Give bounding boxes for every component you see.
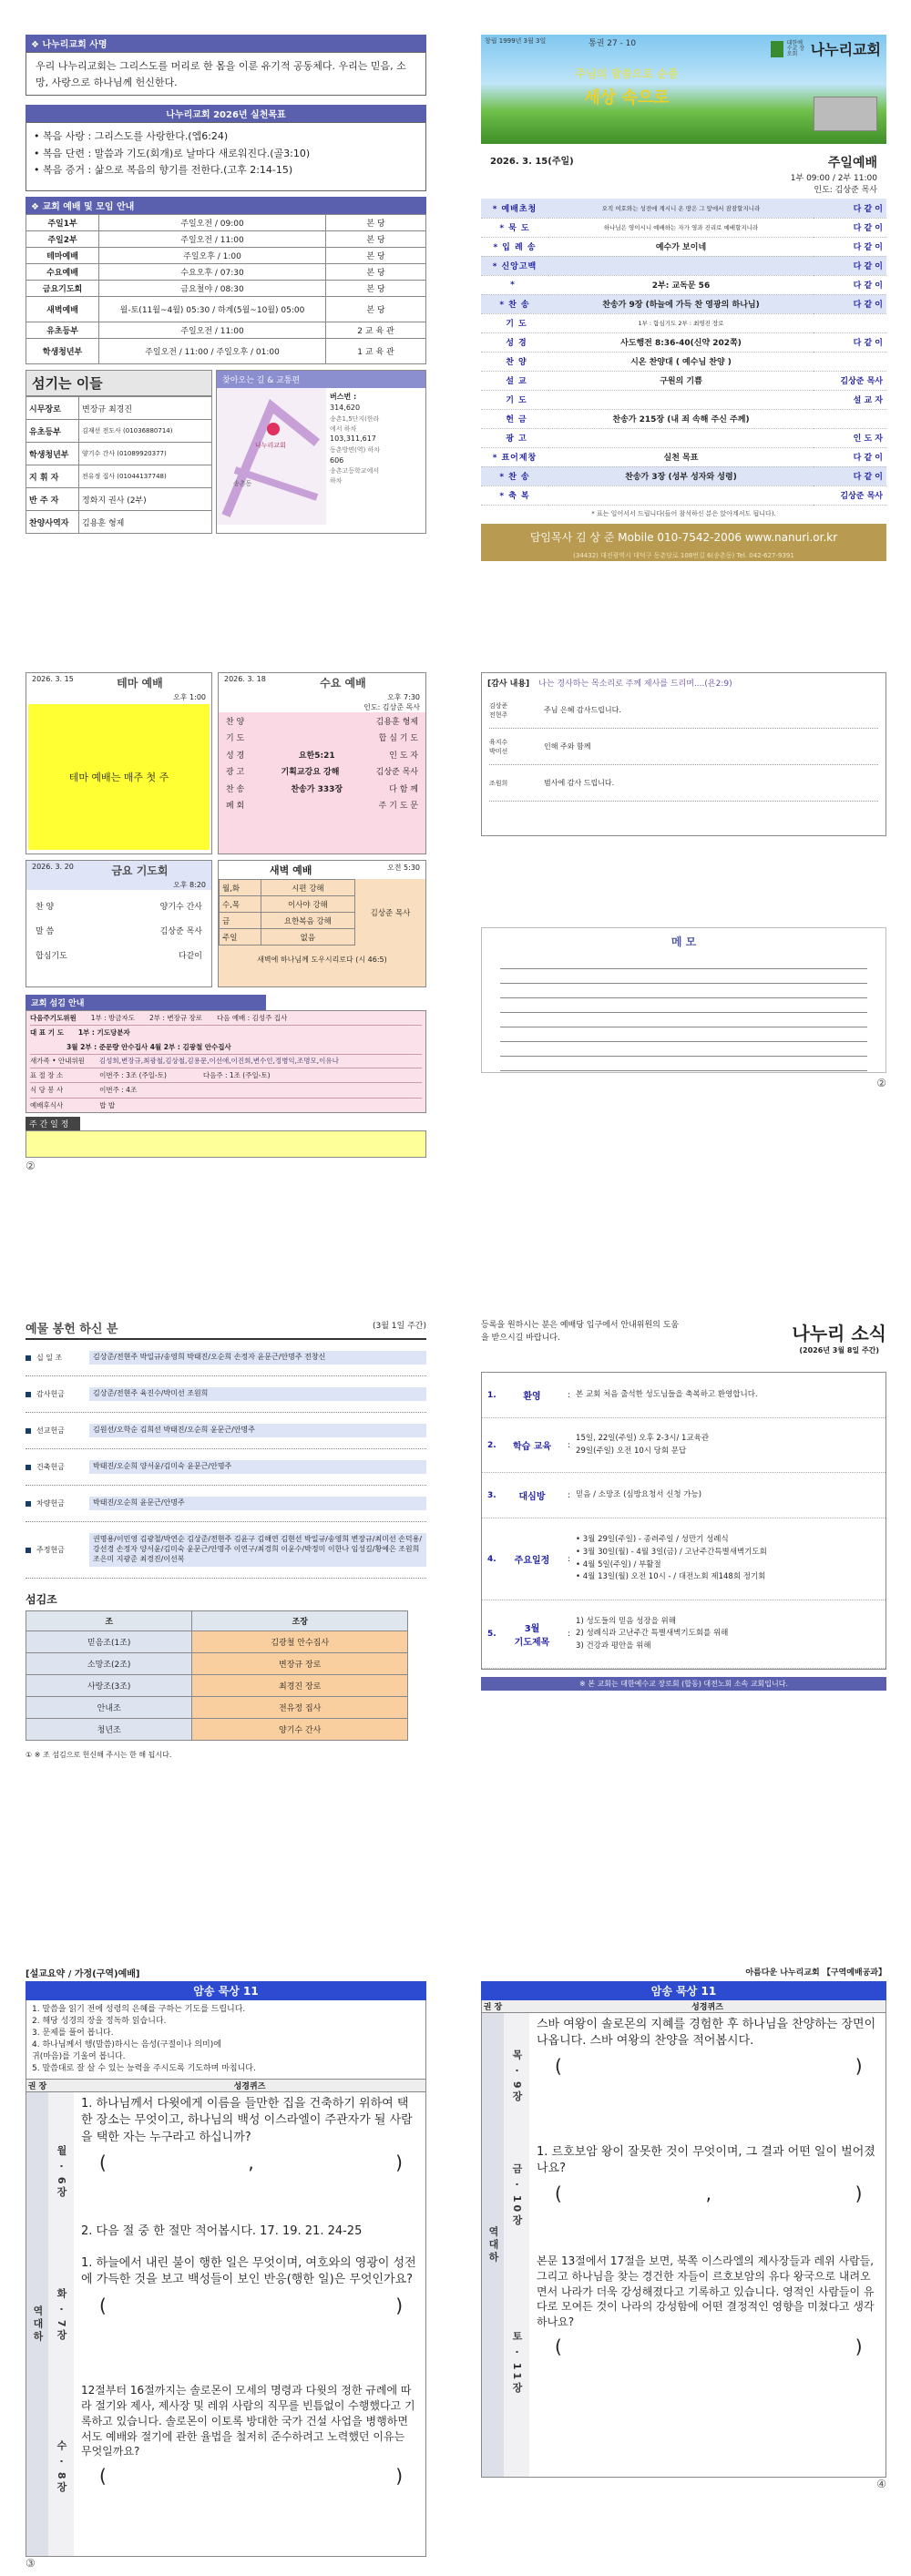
page-number: ④ [876, 2478, 886, 2490]
bus-line: 송촌고등학교에서 [330, 467, 380, 475]
order-row: * 신앙고백 다 같 이 [481, 256, 886, 275]
dawn-leader: 김상준 목사 [370, 908, 411, 918]
worship-order [481, 199, 886, 506]
service-date: 2026. 3. 15(주일) [490, 157, 574, 167]
mission-title: ❖ 나누리교회 사명 [26, 35, 426, 52]
bus-line: 314,620 [330, 404, 361, 413]
cell: 새벽예배 [26, 297, 99, 322]
page-number: ③ [26, 2557, 36, 2571]
page-3 [26, 672, 426, 1172]
bullet-icon [26, 1465, 31, 1470]
news-item: 2. 학습 교육 : 15일, 22일(주일) 오후 2-3시/ 1교육관 29일(주일) 오전 10시 당회 문답 [482, 1418, 885, 1473]
news-week: (2026년 3월 8일 주간) [799, 1346, 880, 1354]
page-4 [481, 672, 886, 1100]
news-title: 나누리 소식 [792, 1323, 886, 1344]
cell: 본 당 [326, 297, 426, 322]
study-title: 암송 묵상 11 [481, 1981, 886, 2000]
page-2 [481, 35, 886, 559]
cell: 학생청년부 [26, 443, 79, 465]
church-sub: 대한예수교 장로회 [786, 39, 805, 57]
bus-line: 에서 하차 [330, 424, 357, 433]
cell: 수요예배 [26, 264, 99, 281]
news-item: 1. 환영 : 본 교회 처음 출석한 성도님들을 축복하고 환영합니다. [482, 1373, 885, 1418]
staff-table [26, 396, 212, 534]
cell: 금요철야 / 08:30 [99, 281, 326, 297]
bus-line: 버스번 : [330, 393, 357, 401]
cell: 1 교 육 관 [326, 339, 426, 364]
service-title: 주일예배 [827, 156, 877, 170]
order-row: * 예배초청 오직 여호와는 성전에 계시니 온 땅은 그 앞에서 잠잠할지니라 다 같 이 [481, 199, 886, 218]
cell: 지 휘 자 [26, 465, 79, 488]
cell: 월-토(11월~4월) 05:30 / 하계(5월~10월) 05:00 [99, 297, 326, 322]
book-label: 역대하 [26, 2092, 48, 2556]
bullet-icon [26, 1548, 31, 1553]
mission-text: 우리 나누리교회는 그리스도를 머리로 한 몸을 이룬 유기적 공동체다. 우리는 믿음, 소망, 사랑으로 하나님께 헌신한다. [26, 52, 426, 96]
staff-title: 섬기는 이들 [26, 370, 212, 396]
cell: 본 당 [326, 281, 426, 297]
bus-line: 606 [330, 455, 344, 465]
page-7: [설교요약 / 가정(구역)예배] 암송 묵상 11 1. 말씀을 읽기 전에 성령의 은혜를 구하는 기도를 드립니다. 2. 해당 성경의 장을 정독하 읽습니다. 3. 문제를 풀어 봅니다. 4. 하나님께서 행(말씀)하시는 음성(구절이나 의미)에 귀(마음)를 기울여 봅니다. 5. 말씀대로 잘 살 수 있는 능력을 주시도록 기도하며 마칩니다. 권 장 성경퀴즈 역대하 월 · 6장 화 · 7장 수 · 8장 1. 하나님께서 다윗에게 이름을 들만한 집을 건축하기 위하여 택한 장소는 무엇이고, 하나님의 백성 이스라엘이 주관자가 될 사람을 택한 자는 누구라고 하십니까? ( , ) 2. 다음 절 중 한 절만 적어봅시다. 17. 19. 21. 24-25 1. 하늘에서 내린 불이 행한 일은 무엇이며, 여호와의 영광이 성전에 가득한 것을 보고 백성들이 보인 반응(행한 일)은 무엇인가요? ( ) 12절부터 16절까지는 솔로몬이 모세의 명령과 다윗의 정한 규례에 따라 절기와 제사, 제사장 및 레위 사람의 직무를 빈틈없이 수행했다고 기록하고 있습니다. 솔로몬이 이토록 방대한 국가 건설 사업을 병행하면서도 예배와 절기에 관한 율법을 철저히 준수하려고 노력했던 이유는 무엇일까요? ( ) ③ [26, 1966, 426, 2558]
slogan-line2: 세상 속으로 [584, 88, 670, 107]
offering-title: 예물 봉헌 하신 분 [26, 1323, 118, 1336]
cell: 김용훈 형제 [79, 511, 212, 534]
order-row: * 2부: 교독문 56 다 같 이 [481, 275, 886, 294]
offering-list [26, 1340, 426, 1579]
staff-map-section [26, 370, 426, 534]
theme-title: 테마 예배 [117, 677, 163, 690]
dawn-note: 새벽에 하나님께 도우시리로다 (시 46:5) [257, 956, 387, 964]
cell: 전유정 집사 (01044137748) [79, 465, 212, 488]
church-logo-icon [771, 41, 783, 57]
map-marker-icon [267, 423, 280, 435]
bullet-icon [26, 1392, 31, 1397]
news-intro: 등록을 원하시는 분은 예배당 입구에서 안내위원의 도움을 받으시길 바랍니다. [481, 1321, 680, 1344]
serve-table: 다음주기도위원 1부 : 방금자도 2부 : 변장규 장로 다음 예배 : 김성주 집사 대 표 기 도 1부 : 기도당분자 3월 2부 : 준문량 안수집사 4월 2부 : 김광철 안수집사 새가족 • 안내위원 김성희,변장규,최광철,김상철,김용문,이선애,이진희,변수인,정병익,조명모,이유나 표 절 장 소 이번주 : 3조 (주일-토) 다음주 : 1조 (주일-토) 식 당 봉 사 이번주 : 4조 예배후식사 밥 밥 [26, 1010, 426, 1113]
team-note: ① ※ 조 섬김으로 헌신해 주시는 한 해 됩시다. [26, 1751, 172, 1759]
address: (34432) 대전광역시 대덕구 동춘당로 108번길 6(송촌동) Tel. 042-627-9391 [481, 550, 886, 561]
offering-row: 건축헌금 박태진/오순희 양서윤/김미숙 윤문근/안명주 [26, 1449, 426, 1486]
cell: 본 당 [326, 264, 426, 281]
offering-row: 주정헌금 권명용/이민영 김광철/박연순 김상준/전현주 김윤구 김해연 김현선 박일규/송영희 변장규/최미선 손덕용/강선경 손정자 양서윤/김미숙 윤문근/안명주 이연구/최경희 이윤수/박정미 이한나 임성길/황예은 조원희 조은미 지광준 최경진/이선복 [26, 1522, 426, 1579]
map-label: 나누리교회 [255, 442, 286, 449]
cell: 본 당 [326, 215, 426, 231]
order-row: * 표어제창 실천 목표 다 같 이 [481, 447, 886, 466]
fri-time: 오후 8:20 [26, 880, 211, 890]
offering-week: (3월 1일 주간) [373, 1322, 426, 1331]
wed-time: 오후 7:30 [219, 692, 425, 702]
cell: 주일오전 / 11:00 [99, 322, 326, 339]
serve-title: 교회 섬김 안내 [26, 995, 266, 1010]
dawn-table: 월,화 시편 강해 수,목 이사야 강해 금 요한복음 강해 주일 없음 [219, 879, 355, 946]
team-title: 섬김조 [26, 1593, 57, 1606]
order-row: 기 도 설 교 자 [481, 390, 886, 409]
cell: 양기수 간사 (01089920377) [79, 443, 212, 465]
news-item: 3. 대심방 : 믿음 / 소망조 (심방요청서 신청 가능) [482, 1473, 885, 1518]
theme-body: 테마 예배는 매주 첫 주 [28, 704, 210, 850]
order-note: * 표는 일어서서 드립니다(들어 참석하신 분은 앉아계셔도 됩니다). [591, 509, 776, 517]
bullet-icon [26, 1501, 31, 1507]
order-row: 광 고 인 도 자 [481, 428, 886, 447]
cell: 금요기도회 [26, 281, 99, 297]
team-table: 조 조장 믿음조(1조) 김광철 안수집사 소망조(2조) 변장규 장로 사랑조(3조) 최경진 장로 안내조 전유정 집사 청년조 양기수 간사 [26, 1610, 408, 1741]
theme-date: 2026. 3. 15 [32, 675, 74, 683]
wed-leader: 인도: 김상준 목사 [219, 702, 425, 712]
cell: 2 교 육 관 [326, 322, 426, 339]
page-6 [481, 1319, 886, 1729]
quiz-question: 2. 다음 절 중 한 절만 적어봅시다. 17. 19. 21. 24-25 [81, 2224, 363, 2239]
thanks-verse: 나는 경사하는 목소리로 주께 제사를 드리며....(욘2:9) [538, 680, 732, 689]
cell: 테마예배 [26, 248, 99, 264]
church-building-image [814, 97, 877, 131]
theme-time: 오후 1:00 [173, 693, 206, 701]
quiz-question: 스바 여왕이 솔로몬의 지혜를 경험한 후 하나님을 찬양하는 장면이 나옵니다. 스바 여왕의 찬양을 적어봅시다. [537, 2018, 876, 2049]
cell: 주일오후 / 1:00 [99, 248, 326, 264]
quiz-question: 본문 13절에서 17절을 보면, 북쪽 이스라엘의 제사장들과 레위 사람들, 그리고 하나님을 찾는 경건한 자들이 르호보암의 유다 왕국으로 내려오면서 나라가 더욱 강성해졌다고 기록하고 있습니다. 영적인 사람들이 유다로 모여든 것이 나라의 강성함에 어떤 결정적인 영향을 미쳤다고 생각하나요? [537, 2254, 875, 2329]
bus-line: 하차 [330, 476, 343, 485]
bus-line: 동춘방면(역) 하차 [330, 445, 381, 454]
bus-info [326, 388, 425, 525]
order-row: 기 도 1부 : 함심기도 2부 : 최영진 장로 [481, 313, 886, 332]
order-row: * 찬 송 찬송가 9장 (하늘에 가득 찬 영광의 하나님) 다 같 이 [481, 294, 886, 313]
offering-row: 십 일 조 김상준/전현주 박일규/송영희 박태진/오순희 손정자 윤문근/안명주 전창신 [26, 1340, 426, 1376]
cell: 정화지 권사 (2부) [79, 488, 212, 511]
page-1 [26, 35, 426, 528]
fri-title: 금요 기도회 [111, 864, 169, 877]
study-top: 아름다운 나누리교회 【구역예배공과】 [745, 1968, 886, 1978]
order-row: * 입 례 송 예수가 보이네 다 같 이 [481, 237, 886, 256]
offering-row: 감사헌금 김상준/전현주 육진수/박미선 조원희 [26, 1376, 426, 1413]
page-5 [26, 1319, 426, 1759]
cell: 유초등부 [26, 420, 79, 443]
thanks-list: 김상준 전현주 주님 은혜 감사드립니다. 육지수 박미선 인해 주와 함께 조원희 범사에 감사 드립니다. [482, 692, 885, 802]
order-row: 설 교 구원의 기쁨 김상준 목사 [481, 371, 886, 390]
thanks-label: [감사 내용] [487, 680, 530, 689]
order-row: * 찬 송 찬송가 3장 (성부 성자와 성령) 다 같 이 [481, 466, 886, 486]
cell: 반 주 자 [26, 488, 79, 511]
founding-date: 창립 1999년 3월 3일 [485, 37, 547, 45]
map-title: 찾아오는 길 & 교통편 [217, 371, 425, 388]
cell: 김재선 전도사 (01036880714) [79, 420, 212, 443]
wed-date: 2026. 3. 18 [224, 675, 266, 683]
worship-table [26, 214, 426, 364]
cell: 본 당 [326, 248, 426, 264]
order-row: 성 경 사도행전 8:36-40(신약 202쪽) 다 같 이 [481, 332, 886, 352]
dawn-time: 오전 5:30 [387, 864, 420, 872]
quiz-question: 1. 하늘에서 내린 불이 행한 일은 무엇이며, 여호와의 영광이 성전에 가득한 것을 보고 백성들이 보인 반응(행한 일)은 무엇인가요? [81, 2256, 416, 2287]
cell: 시무장로 [26, 397, 79, 420]
study-instructions: 1. 말씀을 읽기 전에 성령의 은혜를 구하는 기도를 드립니다. 2. 해당 성경의 장을 정독하 읽습니다. 3. 문제를 풀어 봅니다. 4. 하나님께서 행(말씀)하시는 음성(구절이나 의미)에 귀(마음)를 기울여 봅니다. 5. 말씀대로 잘 살 수 있는 능력을 주시도록 기도하며 마칩니다. [26, 2000, 426, 2080]
pastor-footer: 담임목사 김 상 준 Mobile 010-7542-2006 www.nanuri.or.kr [481, 524, 886, 550]
memo-title: 메 모 [670, 935, 697, 948]
news-item: 5. 3월 기도제목 : 1) 성도들의 믿음 성장을 위해 2) 성례식과 고난주간 특별새벽기도회를 위해 3) 건강과 평안을 위해 [482, 1600, 885, 1669]
service-times: 1부 09:00 / 2부 11:00 [790, 174, 877, 183]
cell: 주일오전 / 09:00 [99, 215, 326, 231]
goal-item: • 복음 단련 : 말씀과 기도(회개)로 날마다 새로워진다.(골3:10) [34, 147, 311, 159]
cell: 유초등부 [26, 322, 99, 339]
page-number: ② [876, 1077, 886, 1089]
quiz-question: 1. 하나님께서 다윗에게 이름을 들만한 집을 건축하기 위하여 택한 장소는 무엇이고, 하나님의 백성 이스라엘이 주관자가 될 사람을 택한 자는 누구라고 하십니까? [81, 2097, 413, 2144]
offering-row: 선교헌금 김원선/오학순 김희선 박태진/오순희 윤문근/안명주 [26, 1413, 426, 1449]
bulletin-number: 통권 27 - 10 [589, 39, 637, 48]
cell: 주일2부 [26, 231, 99, 248]
bus-line: 송촌1,5단지(한라 [330, 414, 380, 423]
goals-title: 나누리교회 2026년 실천목표 [26, 105, 426, 122]
news-footer: ※ 본 교회는 대한예수교 장로회 (합동) 대전노회 소속 교회입니다. [481, 1677, 886, 1691]
quiz-question: 1. 르호보암 왕이 잘못한 것이 무엇이며, 그 결과 어떤 일이 벌어졌나요? [537, 2145, 875, 2176]
page-8: 아름다운 나누리교회 【구역예배공과】 암송 묵상 11 권 장 성경퀴즈 역대하 목 · 9장 금 · 10장 토 · 11장 스바 여왕이 솔로몬의 지혜를 경험한 후 하나님을 찬양하는 장면이 나옵니다. 스바 여왕의 찬양을 적어봅시다. ( ) 1. 르호보암 왕이 잘못한 것이 무엇이며, 그 결과 어떤 일이 벌어졌나요? ( , ) 본문 13절에서 17절을 보면, 북쪽 이스라엘의 제사장들과 레위 사람들, 그리고 하나님을 찾는 경건한 자들이 르호보암의 유다 왕국으로 내려오면서 나라가 더욱 강성해졌다고 기록하고 있습니다. 영적인 사람들이 유다로 모여든 것이 나라의 강성함에 어떤 결정적인 영향을 미쳤다고 생각하나요? ( ) ④ [481, 1966, 886, 2558]
map-label: 송촌동 [233, 480, 252, 487]
wed-order: 찬 양 김용훈 형제 기 도 합 심 기 도 성 경 요한5:21 인 도 자 광 고 기획교강요 강해 김상준 목사 찬 송 찬송가 333장 다 함 께 폐 회 주 기 도 문 [226, 718, 418, 812]
order-row: * 묵 도 하나님은 영이시니 예배하는 자가 영과 진리로 예배할지니라 다 같 이 [481, 218, 886, 237]
news-item: 4. 주요일정 : • 3월 29일(주일) - 종려주일 / 성만기 성례식 • 3월 30일(월) - 4월 3일(금) / 고난주간특별새벽기도회 • 4월 5일(주일) / 부활절 • 4월 13일(월) 오전 10시 - / 대전노회 제148회 정기회 [482, 1518, 885, 1600]
goals-list [26, 122, 426, 191]
cell: 변장규 최경진 [79, 397, 212, 420]
cell: 학생청년부 [26, 339, 99, 364]
goal-item: • 복음 사랑 : 그리스도를 사랑한다.(엡6:24) [34, 130, 229, 142]
worship-title: ❖ 교회 예배 및 모임 안내 [26, 197, 426, 214]
schedule-box [26, 1130, 426, 1158]
slogan-line1: 주님의 말씀으로 순종 [575, 67, 679, 80]
cell: 주일오전 / 11:00 / 주일오후 / 01:00 [99, 339, 326, 364]
bullet-icon [26, 1355, 31, 1361]
service-leader: 인도: 김상준 목사 [814, 186, 877, 195]
fri-order: 찬 양 양기수 간사 말 씀 김상준 목사 합심기도 다같이 [36, 903, 202, 961]
cell: 주일1부 [26, 215, 99, 231]
goal-item: • 복음 증거 : 삶으로 복음의 향기를 전한다.(고후 2:14-15) [34, 164, 293, 177]
schedule-title: 주 간 일 정 [26, 1117, 80, 1130]
order-row: 헌 금 찬송가 215장 (내 죄 속해 주신 주께) [481, 409, 886, 428]
fri-date: 2026. 3. 20 [32, 863, 74, 871]
offering-row: 차량헌금 박태진/오순희 윤문근/안명주 [26, 1486, 426, 1522]
header-banner [481, 35, 886, 144]
quiz-question: 12절부터 16절까지는 솔로몬이 모세의 명령과 다윗의 정한 규례에 따라 절기와 제사, 제사장 및 레위 사람의 직무를 빈틈없이 수행했다고 기록하고 있습니다. 솔로몬이 이토록 방대한 국가 건설 사업을 병행하면서도 예배와 절기에 관한 율법을 철저히 준수하려고 노력했던 이유는 무엇일까요? [81, 2384, 415, 2458]
bus-line: 103,311,617 [330, 434, 376, 444]
news-list [481, 1372, 886, 1670]
cell: 찬양사역자 [26, 511, 79, 534]
order-row: * 축 복 김상준 목사 [481, 486, 886, 505]
page-number: ② [26, 1160, 36, 1172]
church-name: 나누리교회 [810, 41, 881, 58]
map-image [217, 388, 326, 525]
cell: 본 당 [326, 231, 426, 248]
order-row: 찬 양 시온 찬양대 ( 예수님 찬양 ) [481, 352, 886, 371]
wed-title: 수요 예배 [320, 677, 366, 690]
study-top: [설교요약 / 가정(구역)예배] [26, 1969, 140, 1979]
memo-box [481, 927, 886, 1073]
cell: 수요오후 / 07:30 [99, 264, 326, 281]
service-header [481, 153, 886, 171]
cell: 주일오전 / 11:00 [99, 231, 326, 248]
book-label: 역대하 [482, 2013, 504, 2477]
bullet-icon [26, 1428, 31, 1434]
study-title: 암송 묵상 11 [26, 1981, 426, 2000]
dawn-title: 새벽 예배 [270, 864, 312, 876]
